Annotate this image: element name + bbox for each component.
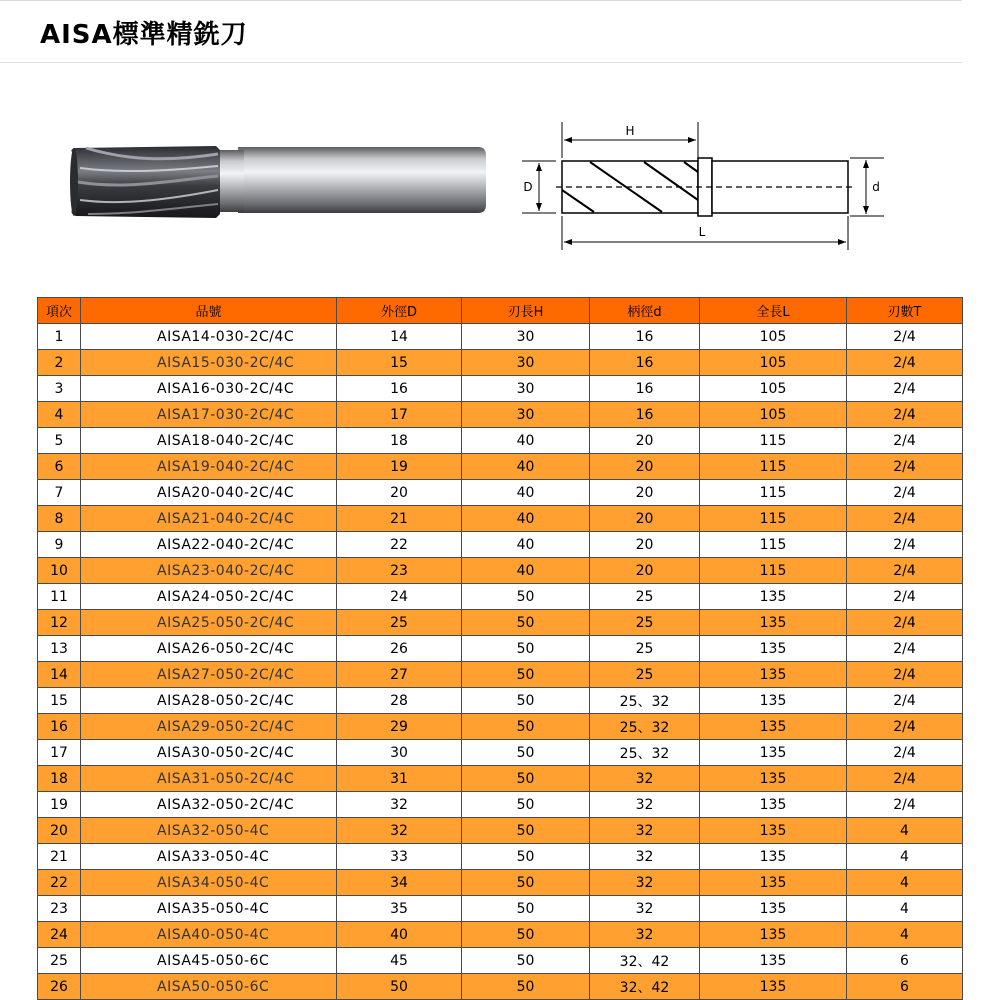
cell-index: 23 <box>38 896 81 922</box>
cell-cutting-length: 40 <box>462 532 590 558</box>
cell-cutting-length: 50 <box>462 974 590 1000</box>
cell-cutting-length: 50 <box>462 844 590 870</box>
cell-flutes: 4 <box>847 870 963 896</box>
cell-shank-diameter: 32 <box>590 922 700 948</box>
cell-model: AISA18-040-2C/4C <box>81 428 337 454</box>
cell-index: 17 <box>38 740 81 766</box>
cell-index: 26 <box>38 974 81 1000</box>
cell-flutes: 2/4 <box>847 688 963 714</box>
cell-outer-diameter: 21 <box>337 506 462 532</box>
cell-flutes: 6 <box>847 948 963 974</box>
cell-cutting-length: 50 <box>462 688 590 714</box>
cell-model: AISA20-040-2C/4C <box>81 480 337 506</box>
cell-model: AISA17-030-2C/4C <box>81 402 337 428</box>
table-row <box>38 766 963 792</box>
cell-index: 7 <box>38 480 81 506</box>
dim-label-d-outer: D <box>523 180 533 194</box>
cell-overall-length: 115 <box>700 454 847 480</box>
cell-outer-diameter: 23 <box>337 558 462 584</box>
cell-cutting-length: 50 <box>462 922 590 948</box>
cell-overall-length: 135 <box>700 766 847 792</box>
cell-outer-diameter: 26 <box>337 636 462 662</box>
cell-cutting-length: 50 <box>462 766 590 792</box>
cell-shank-diameter: 25、32 <box>590 688 700 714</box>
cell-flutes: 2/4 <box>847 766 963 792</box>
cell-index: 4 <box>38 402 81 428</box>
cell-overall-length: 105 <box>700 324 847 350</box>
cell-model: AISA26-050-2C/4C <box>81 636 337 662</box>
cell-outer-diameter: 35 <box>337 896 462 922</box>
cell-model: AISA19-040-2C/4C <box>81 454 337 480</box>
cell-cutting-length: 50 <box>462 818 590 844</box>
cell-cutting-length: 50 <box>462 896 590 922</box>
cell-flutes: 2/4 <box>847 506 963 532</box>
cell-overall-length: 105 <box>700 402 847 428</box>
table-row <box>38 922 963 948</box>
cell-outer-diameter: 31 <box>337 766 462 792</box>
cell-flutes: 2/4 <box>847 792 963 818</box>
cell-cutting-length: 30 <box>462 350 590 376</box>
cell-outer-diameter: 27 <box>337 662 462 688</box>
cell-index: 19 <box>38 792 81 818</box>
cell-outer-diameter: 29 <box>337 714 462 740</box>
cell-cutting-length: 50 <box>462 948 590 974</box>
cell-outer-diameter: 14 <box>337 324 462 350</box>
header-overall-length: 全長L <box>700 298 847 324</box>
cell-index: 24 <box>38 922 81 948</box>
cell-shank-diameter: 20 <box>590 454 700 480</box>
dim-label-d-shank: d <box>872 180 880 194</box>
cell-index: 12 <box>38 610 81 636</box>
table-row <box>38 792 963 818</box>
cell-overall-length: 115 <box>700 480 847 506</box>
cell-overall-length: 135 <box>700 870 847 896</box>
cell-shank-diameter: 16 <box>590 350 700 376</box>
cell-index: 22 <box>38 870 81 896</box>
end-mill-photo <box>66 110 502 250</box>
cell-cutting-length: 50 <box>462 610 590 636</box>
cell-model: AISA23-040-2C/4C <box>81 558 337 584</box>
cell-shank-diameter: 16 <box>590 324 700 350</box>
cell-overall-length: 115 <box>700 532 847 558</box>
cell-index: 1 <box>38 324 81 350</box>
cell-outer-diameter: 45 <box>337 948 462 974</box>
table-row <box>38 506 963 532</box>
header-index: 項次 <box>38 298 81 324</box>
cell-model: AISA22-040-2C/4C <box>81 532 337 558</box>
cell-overall-length: 135 <box>700 740 847 766</box>
cell-model: AISA35-050-4C <box>81 896 337 922</box>
top-divider <box>0 0 962 1</box>
cell-shank-diameter: 32 <box>590 818 700 844</box>
table-row <box>38 584 963 610</box>
cell-cutting-length: 40 <box>462 480 590 506</box>
cell-overall-length: 135 <box>700 922 847 948</box>
cell-index: 5 <box>38 428 81 454</box>
cell-model: AISA32-050-2C/4C <box>81 792 337 818</box>
cell-overall-length: 135 <box>700 662 847 688</box>
cell-outer-diameter: 28 <box>337 688 462 714</box>
cell-shank-diameter: 32 <box>590 870 700 896</box>
cell-cutting-length: 50 <box>462 584 590 610</box>
cell-cutting-length: 30 <box>462 376 590 402</box>
cell-flutes: 2/4 <box>847 376 963 402</box>
header-model: 品號 <box>81 298 337 324</box>
table-row <box>38 454 963 480</box>
cell-shank-diameter: 16 <box>590 376 700 402</box>
cell-model: AISA14-030-2C/4C <box>81 324 337 350</box>
cell-overall-length: 135 <box>700 610 847 636</box>
cell-flutes: 2/4 <box>847 402 963 428</box>
table-row <box>38 376 963 402</box>
cell-overall-length: 135 <box>700 896 847 922</box>
cell-shank-diameter: 20 <box>590 428 700 454</box>
cell-shank-diameter: 16 <box>590 402 700 428</box>
cell-model: AISA21-040-2C/4C <box>81 506 337 532</box>
table-row <box>38 740 963 766</box>
header-flutes: 刃數T <box>847 298 963 324</box>
cell-model: AISA15-030-2C/4C <box>81 350 337 376</box>
cell-overall-length: 135 <box>700 792 847 818</box>
cell-flutes: 4 <box>847 844 963 870</box>
cell-model: AISA29-050-2C/4C <box>81 714 337 740</box>
cell-flutes: 2/4 <box>847 532 963 558</box>
cell-overall-length: 135 <box>700 636 847 662</box>
cell-index: 9 <box>38 532 81 558</box>
header-outer-diameter: 外徑D <box>337 298 462 324</box>
cell-flutes: 2/4 <box>847 714 963 740</box>
cell-overall-length: 135 <box>700 584 847 610</box>
cell-cutting-length: 30 <box>462 402 590 428</box>
cell-flutes: 2/4 <box>847 662 963 688</box>
cell-shank-diameter: 25 <box>590 636 700 662</box>
cell-outer-diameter: 22 <box>337 532 462 558</box>
page-title: AISA標準精銑刀 <box>40 20 248 50</box>
cell-overall-length: 115 <box>700 558 847 584</box>
cell-shank-diameter: 20 <box>590 506 700 532</box>
cell-index: 11 <box>38 584 81 610</box>
cell-model: AISA32-050-4C <box>81 818 337 844</box>
cell-flutes: 2/4 <box>847 558 963 584</box>
cell-shank-diameter: 32 <box>590 766 700 792</box>
spec-table <box>37 297 963 1000</box>
cell-model: AISA33-050-4C <box>81 844 337 870</box>
cell-flutes: 6 <box>847 974 963 1000</box>
cell-outer-diameter: 19 <box>337 454 462 480</box>
cell-index: 2 <box>38 350 81 376</box>
table-row <box>38 324 963 350</box>
dim-label-h: H <box>625 124 635 138</box>
cell-overall-length: 105 <box>700 376 847 402</box>
cell-index: 3 <box>38 376 81 402</box>
cell-cutting-length: 30 <box>462 324 590 350</box>
cell-flutes: 2/4 <box>847 636 963 662</box>
cell-model: AISA31-050-2C/4C <box>81 766 337 792</box>
cell-model: AISA24-050-2C/4C <box>81 584 337 610</box>
table-row <box>38 818 963 844</box>
table-row <box>38 610 963 636</box>
table-row <box>38 636 963 662</box>
cell-overall-length: 135 <box>700 974 847 1000</box>
cell-outer-diameter: 33 <box>337 844 462 870</box>
cell-shank-diameter: 25、32 <box>590 740 700 766</box>
cell-overall-length: 135 <box>700 688 847 714</box>
cell-shank-diameter: 25 <box>590 662 700 688</box>
cell-outer-diameter: 40 <box>337 922 462 948</box>
cell-index: 13 <box>38 636 81 662</box>
cell-overall-length: 135 <box>700 948 847 974</box>
cell-cutting-length: 40 <box>462 428 590 454</box>
cell-model: AISA45-050-6C <box>81 948 337 974</box>
cell-model: AISA30-050-2C/4C <box>81 740 337 766</box>
cell-overall-length: 105 <box>700 350 847 376</box>
cell-outer-diameter: 24 <box>337 584 462 610</box>
cell-flutes: 2/4 <box>847 454 963 480</box>
cell-outer-diameter: 30 <box>337 740 462 766</box>
table-body <box>38 324 963 1000</box>
cell-outer-diameter: 32 <box>337 818 462 844</box>
cell-index: 16 <box>38 714 81 740</box>
cell-index: 8 <box>38 506 81 532</box>
cell-cutting-length: 50 <box>462 714 590 740</box>
cell-flutes: 2/4 <box>847 740 963 766</box>
cell-cutting-length: 40 <box>462 506 590 532</box>
cell-outer-diameter: 20 <box>337 480 462 506</box>
cell-cutting-length: 50 <box>462 662 590 688</box>
cell-flutes: 2/4 <box>847 428 963 454</box>
cell-overall-length: 135 <box>700 714 847 740</box>
cell-model: AISA40-050-4C <box>81 922 337 948</box>
table-row <box>38 844 963 870</box>
cell-flutes: 4 <box>847 818 963 844</box>
cell-outer-diameter: 17 <box>337 402 462 428</box>
table-row <box>38 714 963 740</box>
cell-index: 25 <box>38 948 81 974</box>
cell-index: 21 <box>38 844 81 870</box>
header-cutting-length: 刃長H <box>462 298 590 324</box>
cell-cutting-length: 50 <box>462 870 590 896</box>
cell-outer-diameter: 16 <box>337 376 462 402</box>
cell-overall-length: 135 <box>700 844 847 870</box>
dim-label-l: L <box>698 225 706 239</box>
cell-model: AISA28-050-2C/4C <box>81 688 337 714</box>
cell-shank-diameter: 25 <box>590 584 700 610</box>
table-row <box>38 662 963 688</box>
cell-shank-diameter: 20 <box>590 480 700 506</box>
cell-cutting-length: 40 <box>462 454 590 480</box>
cell-overall-length: 115 <box>700 506 847 532</box>
cell-overall-length: 115 <box>700 428 847 454</box>
cell-flutes: 2/4 <box>847 324 963 350</box>
cell-outer-diameter: 25 <box>337 610 462 636</box>
cell-flutes: 4 <box>847 896 963 922</box>
header-row <box>38 298 963 324</box>
cell-outer-diameter: 32 <box>337 792 462 818</box>
table-row <box>38 896 963 922</box>
cell-index: 20 <box>38 818 81 844</box>
cell-index: 10 <box>38 558 81 584</box>
cell-model: AISA16-030-2C/4C <box>81 376 337 402</box>
table-row <box>38 558 963 584</box>
table-row <box>38 480 963 506</box>
cell-outer-diameter: 34 <box>337 870 462 896</box>
cell-outer-diameter: 15 <box>337 350 462 376</box>
header-shank-diameter: 柄徑d <box>590 298 700 324</box>
cell-index: 15 <box>38 688 81 714</box>
cell-cutting-length: 50 <box>462 636 590 662</box>
table-row <box>38 532 963 558</box>
dimension-diagram <box>512 110 892 260</box>
cell-shank-diameter: 32 <box>590 896 700 922</box>
cell-shank-diameter: 32、42 <box>590 974 700 1000</box>
cell-flutes: 2/4 <box>847 480 963 506</box>
cell-outer-diameter: 50 <box>337 974 462 1000</box>
cell-index: 14 <box>38 662 81 688</box>
cell-flutes: 2/4 <box>847 610 963 636</box>
cell-outer-diameter: 18 <box>337 428 462 454</box>
table-row <box>38 350 963 376</box>
table-row <box>38 402 963 428</box>
cell-index: 6 <box>38 454 81 480</box>
cell-index: 18 <box>38 766 81 792</box>
cell-model: AISA27-050-2C/4C <box>81 662 337 688</box>
cell-model: AISA34-050-4C <box>81 870 337 896</box>
table-row <box>38 974 963 1000</box>
cell-shank-diameter: 20 <box>590 558 700 584</box>
cell-flutes: 4 <box>847 922 963 948</box>
cell-shank-diameter: 20 <box>590 532 700 558</box>
table-row <box>38 948 963 974</box>
cell-shank-diameter: 25 <box>590 610 700 636</box>
cell-model: AISA50-050-6C <box>81 974 337 1000</box>
cell-shank-diameter: 25、32 <box>590 714 700 740</box>
table-row <box>38 870 963 896</box>
cell-cutting-length: 50 <box>462 740 590 766</box>
cell-flutes: 2/4 <box>847 350 963 376</box>
cell-shank-diameter: 32、42 <box>590 948 700 974</box>
cell-flutes: 2/4 <box>847 584 963 610</box>
cell-cutting-length: 40 <box>462 558 590 584</box>
cell-overall-length: 135 <box>700 818 847 844</box>
table-row <box>38 428 963 454</box>
cell-shank-diameter: 32 <box>590 792 700 818</box>
table-row <box>38 688 963 714</box>
cell-model: AISA25-050-2C/4C <box>81 610 337 636</box>
cell-cutting-length: 50 <box>462 792 590 818</box>
cell-shank-diameter: 32 <box>590 844 700 870</box>
title-divider <box>0 62 962 63</box>
